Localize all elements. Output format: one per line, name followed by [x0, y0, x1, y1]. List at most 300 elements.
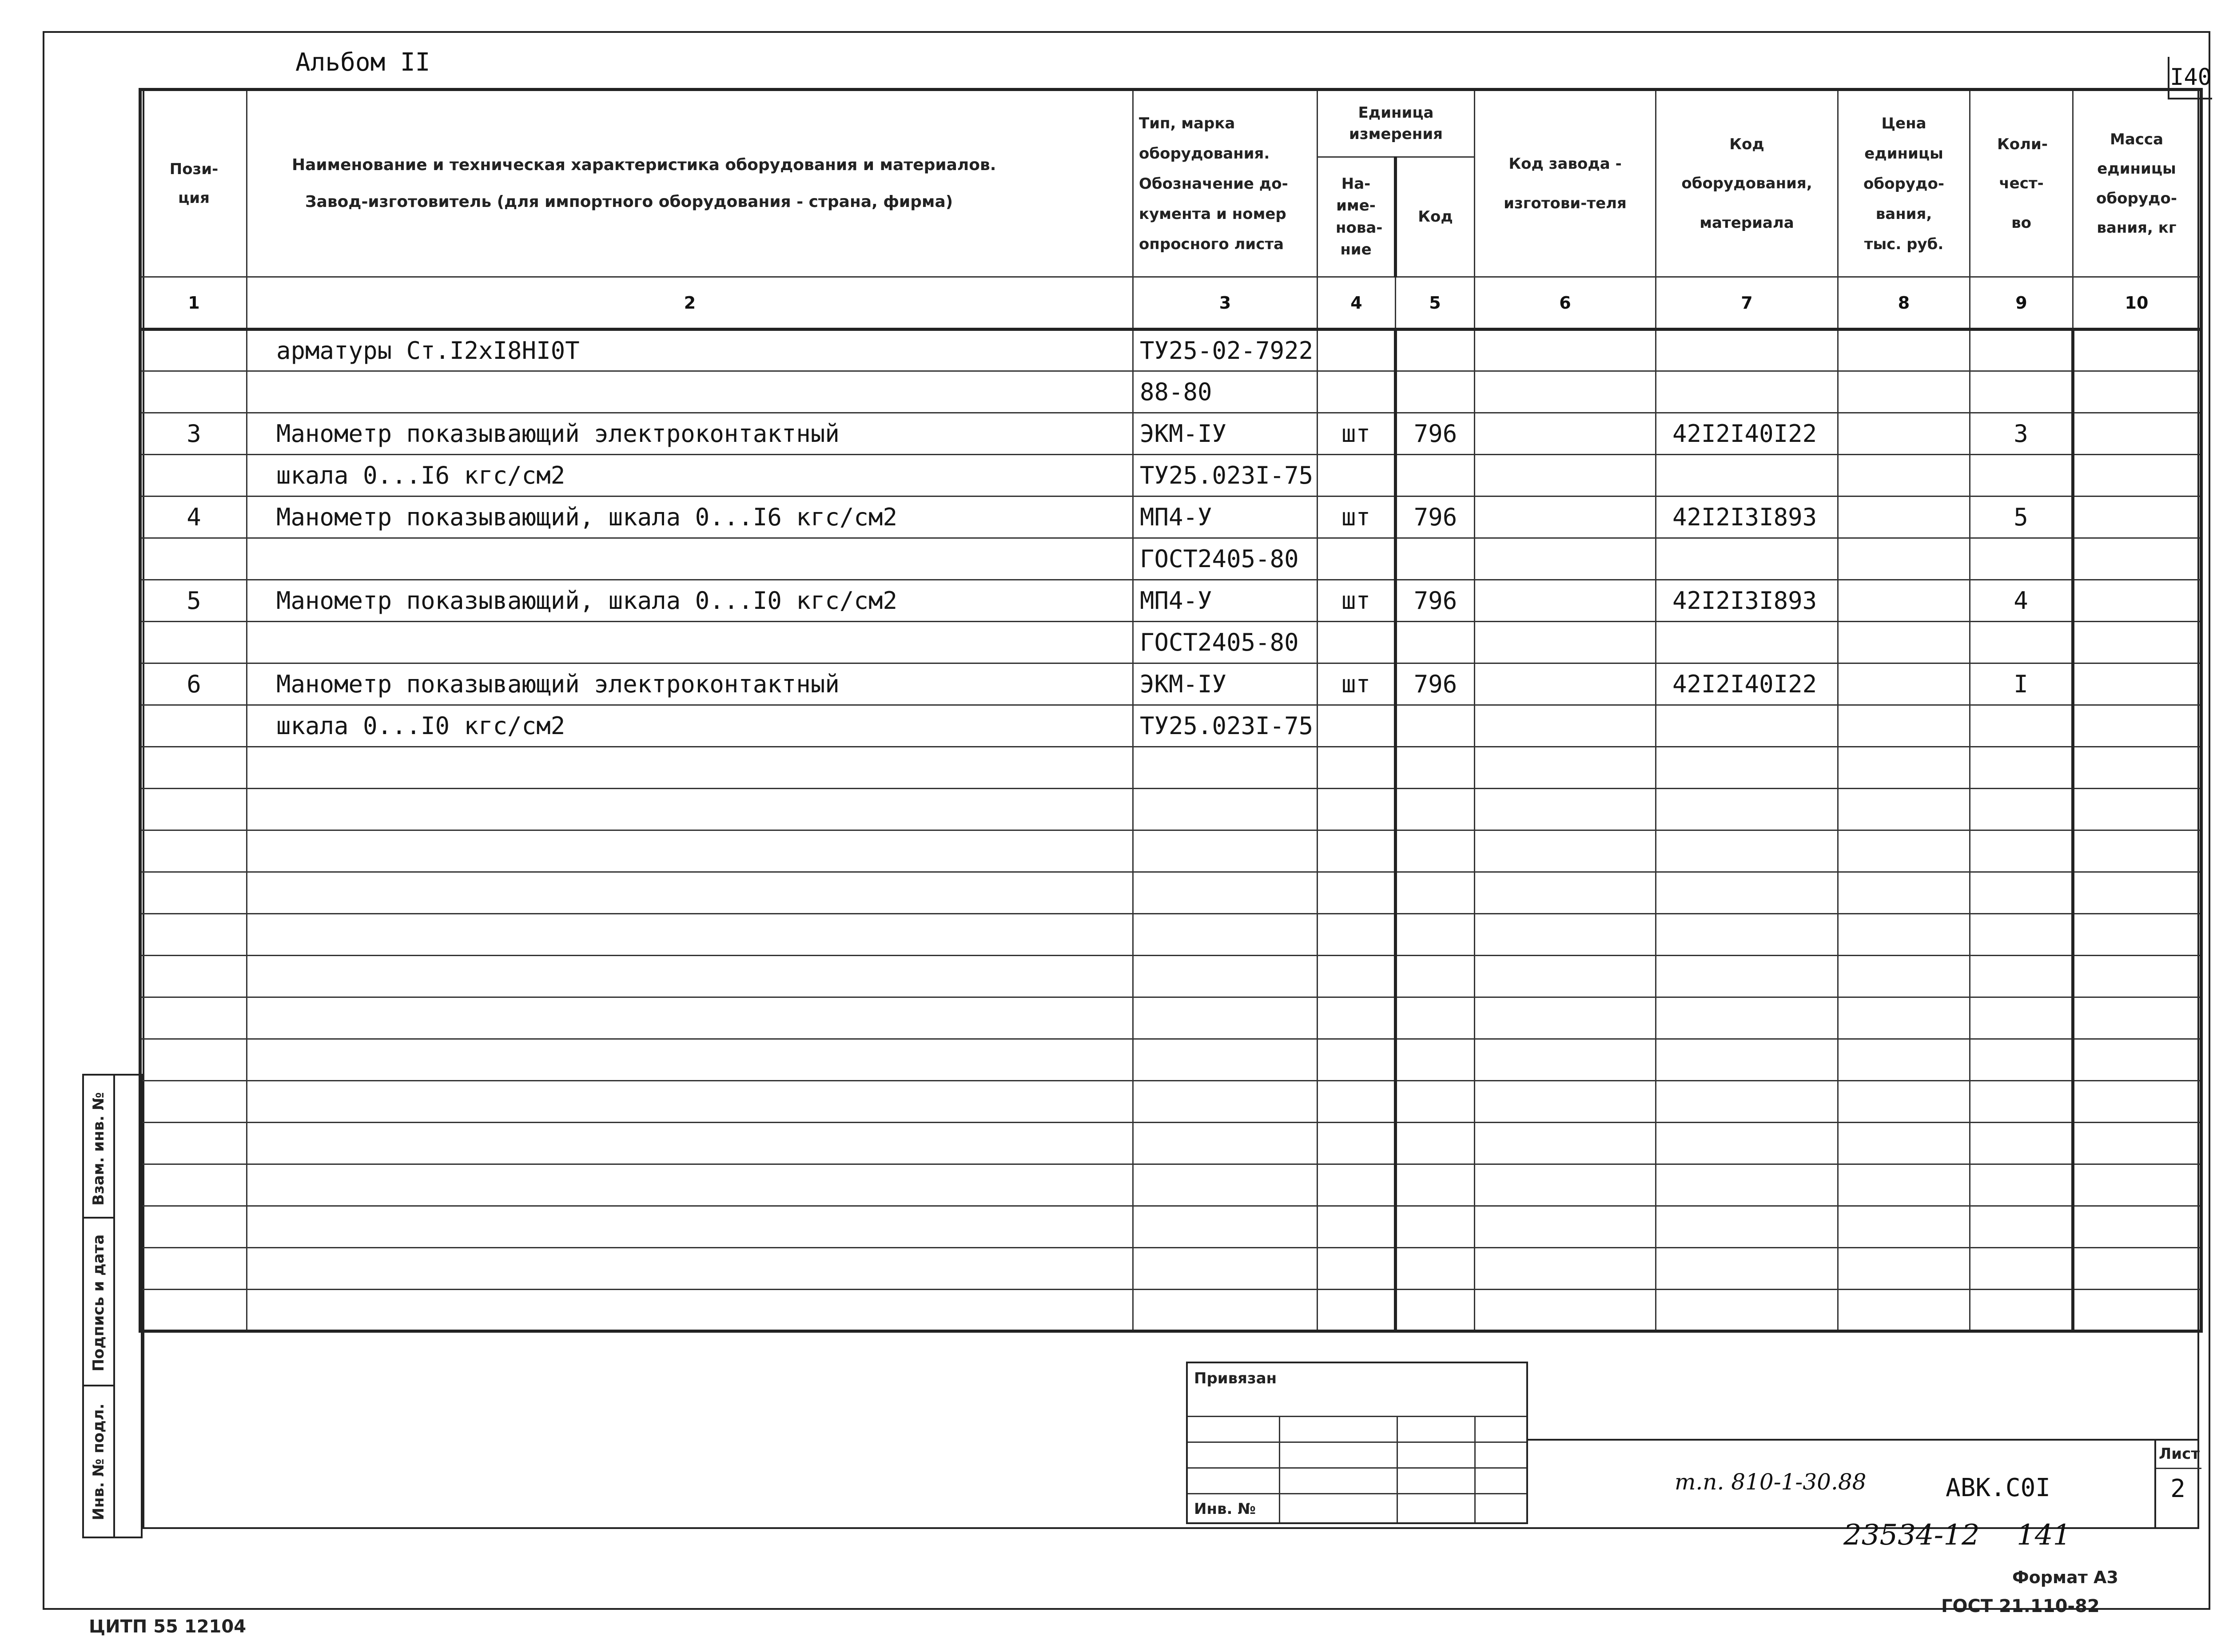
- table-row-empty: [140, 997, 2201, 1039]
- table-cell: [1970, 538, 2073, 580]
- table-cell: [1396, 1290, 1475, 1331]
- table-cell: [1396, 1164, 1475, 1206]
- table-cell: 796: [1396, 413, 1475, 455]
- table-cell: [1970, 956, 2073, 997]
- table-cell: [1656, 455, 1838, 496]
- table-cell: [1396, 789, 1475, 830]
- table-cell: [140, 747, 247, 789]
- table-cell: 3: [140, 413, 247, 455]
- table-cell: [2073, 705, 2201, 747]
- table-row: [140, 455, 2201, 496]
- table-cell: 796: [1396, 496, 1475, 538]
- table-cell: [1396, 914, 1475, 956]
- sheet-label: Лист: [2159, 1445, 2200, 1463]
- table-cell: [247, 997, 1133, 1039]
- table-cell: [2073, 914, 2201, 956]
- table-cell: [1396, 1039, 1475, 1081]
- table-cell: шкала 0...I0 кгс/см2: [247, 705, 1133, 747]
- table-cell: 42I2I40I22: [1656, 663, 1838, 705]
- table-cell: [1838, 455, 1970, 496]
- table-cell: [1133, 956, 1317, 997]
- header-material-code: Код оборудования, материала: [1656, 90, 1838, 277]
- table-cell: [1656, 914, 1838, 956]
- table-cell: [140, 1248, 247, 1290]
- table-cell: [1970, 1248, 2073, 1290]
- table-cell: Манометр показывающий электроконтактный: [247, 413, 1133, 455]
- table-row-empty: [140, 914, 2201, 956]
- table-cell: [1475, 705, 1656, 747]
- table-cell: 4: [1970, 580, 2073, 622]
- table-cell: [140, 1290, 247, 1331]
- table-cell: [2073, 663, 2201, 705]
- table-cell: [1656, 997, 1838, 1039]
- table-cell: [1656, 789, 1838, 830]
- header-unit-name: На-име-нова-ние: [1317, 157, 1396, 277]
- table-cell: [1317, 1123, 1396, 1164]
- table-cell: [1970, 1290, 2073, 1331]
- table-row: [140, 538, 2201, 580]
- table-cell: [247, 872, 1133, 914]
- table-cell: [1317, 538, 1396, 580]
- table-cell: [2073, 830, 2201, 872]
- table-cell: [1656, 330, 1838, 371]
- table-cell: [1838, 1290, 1970, 1331]
- table-cell: [2073, 1206, 2201, 1248]
- table-cell: [1838, 663, 1970, 705]
- table-cell: [1133, 914, 1317, 956]
- table-cell: [1475, 1123, 1656, 1164]
- table-cell: [1970, 914, 2073, 956]
- header-unit-code: Код: [1396, 157, 1475, 277]
- table-cell: 42I2I40I22: [1656, 413, 1838, 455]
- format-label: Формат А3: [2012, 1568, 2118, 1587]
- table-cell: [1396, 1081, 1475, 1123]
- table-cell: [2073, 872, 2201, 914]
- table-cell: [1475, 580, 1656, 622]
- table-cell: [1317, 622, 1396, 663]
- table-cell: [140, 997, 247, 1039]
- table-cell: [2073, 371, 2201, 413]
- header-unit-group: Единица измерения: [1317, 90, 1475, 157]
- table-cell: [1656, 747, 1838, 789]
- table-cell: [1475, 1206, 1656, 1248]
- table-cell: [1133, 1123, 1317, 1164]
- table-cell: [1656, 1039, 1838, 1081]
- header-factory-code: Код завода - изготови-теля: [1475, 90, 1656, 277]
- table-cell: 6: [140, 663, 247, 705]
- table-cell: [1317, 830, 1396, 872]
- table-cell: [1317, 1290, 1396, 1331]
- column-numbers-row: [140, 277, 2201, 330]
- table-cell: [1317, 455, 1396, 496]
- table-cell: [2073, 747, 2201, 789]
- table-cell: [1475, 914, 1656, 956]
- table-cell: [247, 789, 1133, 830]
- sheet-label-line: [2156, 1468, 2201, 1469]
- table-cell: [1133, 1081, 1317, 1123]
- table-cell: [1317, 1081, 1396, 1123]
- table-cell: [1396, 371, 1475, 413]
- table-cell: [140, 830, 247, 872]
- table-cell: [1838, 622, 1970, 663]
- table-cell: шт: [1317, 413, 1396, 455]
- sheet-number: I40: [2168, 57, 2212, 99]
- table-cell: МП4-У: [1133, 496, 1317, 538]
- table-row: [140, 663, 2201, 705]
- table-cell: Манометр показывающий электроконтактный: [247, 663, 1133, 705]
- table-cell: [1475, 330, 1656, 371]
- table-cell: [1396, 1123, 1475, 1164]
- table-cell: 796: [1396, 580, 1475, 622]
- table-cell: [140, 371, 247, 413]
- table-cell: МП4-У: [1133, 580, 1317, 622]
- table-cell: [1970, 997, 2073, 1039]
- table-cell: [1317, 789, 1396, 830]
- table-cell: [2073, 580, 2201, 622]
- binding-label: Привязан: [1194, 1370, 1277, 1387]
- table-cell: [247, 830, 1133, 872]
- table-cell: [1656, 1164, 1838, 1206]
- table-cell: [247, 1039, 1133, 1081]
- table-cell: [1317, 1039, 1396, 1081]
- table-cell: [1970, 1081, 2073, 1123]
- table-cell: [2073, 413, 2201, 455]
- table-cell: 796: [1396, 663, 1475, 705]
- table-cell: [1838, 830, 1970, 872]
- table-cell: [247, 956, 1133, 997]
- header-mass: Масса единицы оборудо-вания, кг: [2073, 90, 2201, 277]
- column-number: 8: [1838, 277, 1970, 330]
- table-cell: [140, 1039, 247, 1081]
- title-block-top-line: [1528, 1439, 2199, 1441]
- table-row: [140, 622, 2201, 663]
- table-cell: [1838, 1123, 1970, 1164]
- table-cell: [140, 330, 247, 371]
- table-cell: 88-80: [1133, 371, 1317, 413]
- table-cell: [1838, 1248, 1970, 1290]
- table-cell: [1133, 1039, 1317, 1081]
- table-cell: [247, 622, 1133, 663]
- sheet-cell: [2154, 1439, 2201, 1529]
- table-cell: [140, 1123, 247, 1164]
- table-cell: [247, 1290, 1133, 1331]
- table-cell: [1475, 1248, 1656, 1290]
- table-cell: ТУ25-02-7922: [1133, 330, 1317, 371]
- table-cell: [2073, 956, 2201, 997]
- handwritten-page-number: 141: [2017, 1519, 2071, 1552]
- table-cell: [1475, 496, 1656, 538]
- table-cell: [247, 1206, 1133, 1248]
- table-cell: [1475, 789, 1656, 830]
- side-approval-stamp: [82, 1074, 143, 1538]
- table-cell: [1838, 496, 1970, 538]
- table-cell: [140, 705, 247, 747]
- table-cell: 3: [1970, 413, 2073, 455]
- table-row-empty: [140, 747, 2201, 789]
- table-cell: [1970, 371, 2073, 413]
- table-cell: 5: [140, 580, 247, 622]
- table-cell: [1475, 747, 1656, 789]
- table-cell: [1133, 1290, 1317, 1331]
- table-cell: [1396, 622, 1475, 663]
- table-cell: [1838, 956, 1970, 997]
- table-cell: [1133, 1206, 1317, 1248]
- table-row: [140, 330, 2201, 371]
- header-type: Тип, марка оборудования. Обозначение до-кумента и номер опросного листа: [1133, 90, 1317, 277]
- binding-stamp: [1186, 1362, 1528, 1524]
- table-cell: шт: [1317, 663, 1396, 705]
- table-cell: [1475, 956, 1656, 997]
- table-cell: [2073, 496, 2201, 538]
- table-cell: [1970, 872, 2073, 914]
- table-cell: [140, 956, 247, 997]
- table-cell: [2073, 455, 2201, 496]
- table-cell: [1396, 997, 1475, 1039]
- specification-table: [139, 88, 2203, 1333]
- table-cell: [1656, 872, 1838, 914]
- table-cell: 42I2I3I893: [1656, 580, 1838, 622]
- table-cell: [1317, 914, 1396, 956]
- table-cell: [1475, 455, 1656, 496]
- table-row-empty: [140, 1248, 2201, 1290]
- table-cell: ТУ25.023I-75: [1133, 705, 1317, 747]
- table-cell: [1970, 330, 2073, 371]
- table-cell: [1970, 1206, 2073, 1248]
- table-cell: [1475, 997, 1656, 1039]
- table-row-empty: [140, 1123, 2201, 1164]
- table-cell: [1396, 956, 1475, 997]
- table-cell: [247, 1248, 1133, 1290]
- binding-inv-label: Инв. №: [1194, 1500, 1256, 1518]
- header-position: Пози-ция: [140, 90, 247, 277]
- table-cell: ГОСТ2405-80: [1133, 538, 1317, 580]
- table-cell: [2073, 622, 2201, 663]
- column-number: 4: [1317, 277, 1396, 330]
- table-cell: Манометр показывающий, шкала 0...I6 кгс/см2: [247, 496, 1133, 538]
- binding-divider: [1397, 1416, 1398, 1522]
- table-cell: [1475, 1290, 1656, 1331]
- table-cell: [1838, 1206, 1970, 1248]
- header-name-line1: Наименование и техническая характеристика оборудования и материалов.: [292, 155, 996, 174]
- table-cell: I: [1970, 663, 2073, 705]
- table-cell: [140, 914, 247, 956]
- citp-label: ЦИТП 55 12104: [89, 1616, 247, 1637]
- table-cell: [1396, 330, 1475, 371]
- table-cell: [247, 1081, 1133, 1123]
- table-cell: [140, 1164, 247, 1206]
- table-cell: ГОСТ2405-80: [1133, 622, 1317, 663]
- table-cell: [247, 914, 1133, 956]
- table-cell: [1396, 1206, 1475, 1248]
- table-cell: [1838, 1039, 1970, 1081]
- table-cell: 42I2I3I893: [1656, 496, 1838, 538]
- table-cell: [1838, 1164, 1970, 1206]
- table-row-empty: [140, 830, 2201, 872]
- table-cell: [1475, 1081, 1656, 1123]
- table-cell: 4: [140, 496, 247, 538]
- table-cell: [1656, 705, 1838, 747]
- table-cell: [1475, 1039, 1656, 1081]
- table-row-empty: [140, 1164, 2201, 1206]
- table-cell: ТУ25.023I-75: [1133, 455, 1317, 496]
- table-cell: [1317, 747, 1396, 789]
- table-cell: [1970, 1039, 2073, 1081]
- table-cell: [140, 872, 247, 914]
- side-label-inv-vzam: Взам. инв. №: [90, 1092, 107, 1206]
- table-cell: [1475, 371, 1656, 413]
- document-code: АВК.С0I: [1946, 1473, 2051, 1502]
- header-price: Цена единицы оборудо-вания, тыс. руб.: [1838, 90, 1970, 277]
- standard-label: ГОСТ 21.110-82: [1941, 1596, 2100, 1616]
- table-cell: [140, 622, 247, 663]
- sheet-value: 2: [2170, 1474, 2185, 1503]
- table-cell: [1396, 872, 1475, 914]
- table-cell: [1838, 1081, 1970, 1123]
- side-label-sign-date: Подпись и дата: [90, 1234, 107, 1372]
- table-cell: [1656, 1206, 1838, 1248]
- table-cell: [247, 371, 1133, 413]
- table-cell: арматуры Ст.I2хI8НI0Т: [247, 330, 1133, 371]
- table-cell: [1475, 413, 1656, 455]
- table-row-empty: [140, 1039, 2201, 1081]
- table-cell: [140, 538, 247, 580]
- project-number: т.п. 810-1-30.88: [1675, 1469, 1867, 1495]
- table-cell: [1133, 830, 1317, 872]
- table-cell: [1838, 705, 1970, 747]
- table-cell: [1475, 830, 1656, 872]
- table-cell: [1133, 789, 1317, 830]
- table-cell: ЭКМ-IУ: [1133, 663, 1317, 705]
- archive-number: 23534-12: [1843, 1519, 1980, 1552]
- table-cell: [1838, 789, 1970, 830]
- table-cell: [1317, 330, 1396, 371]
- table-cell: [1970, 789, 2073, 830]
- table-cell: [1838, 330, 1970, 371]
- side-label-inv-podl: Инв. № подл.: [90, 1403, 107, 1521]
- header-name: [247, 90, 1133, 277]
- table-cell: [247, 1123, 1133, 1164]
- table-cell: [1656, 538, 1838, 580]
- column-number: 2: [247, 277, 1133, 330]
- table-row-empty: [140, 872, 2201, 914]
- table-cell: [1656, 1123, 1838, 1164]
- header-name-line2: Завод-изготовитель (для импортного оборудования - страна, фирма): [305, 192, 953, 211]
- table-cell: [1656, 830, 1838, 872]
- table-cell: Манометр показывающий, шкала 0...I0 кгс/см2: [247, 580, 1133, 622]
- table-cell: 5: [1970, 496, 2073, 538]
- table-cell: [2073, 330, 2201, 371]
- table-cell: [1838, 580, 1970, 622]
- table-cell: [1396, 1248, 1475, 1290]
- table-cell: [1656, 1248, 1838, 1290]
- table-cell: [1970, 1123, 2073, 1164]
- table-cell: ЭКМ-IУ: [1133, 413, 1317, 455]
- table-cell: [1317, 1164, 1396, 1206]
- table-cell: [1317, 371, 1396, 413]
- table-cell: [1838, 747, 1970, 789]
- table-cell: [140, 455, 247, 496]
- binding-divider: [1474, 1416, 1476, 1522]
- table-cell: [247, 747, 1133, 789]
- table-cell: [1133, 872, 1317, 914]
- table-cell: [1656, 622, 1838, 663]
- table-cell: [1838, 413, 1970, 455]
- table-cell: [2073, 1248, 2201, 1290]
- table-row: [140, 705, 2201, 747]
- table-cell: [140, 1206, 247, 1248]
- table-cell: [2073, 789, 2201, 830]
- table-cell: [1317, 1206, 1396, 1248]
- table-cell: [1656, 1081, 1838, 1123]
- table-cell: [1838, 997, 1970, 1039]
- table-cell: [1475, 872, 1656, 914]
- table-cell: [140, 1081, 247, 1123]
- table-cell: [1317, 997, 1396, 1039]
- column-number: 7: [1656, 277, 1838, 330]
- side-label-column: [84, 1076, 115, 1537]
- table-cell: [1475, 538, 1656, 580]
- table-cell: [1475, 622, 1656, 663]
- table-cell: [1656, 1290, 1838, 1331]
- table-cell: [1396, 830, 1475, 872]
- album-label: Альбом II: [295, 48, 430, 77]
- table-cell: [2073, 1123, 2201, 1164]
- table-cell: [1838, 371, 1970, 413]
- table-cell: [1396, 538, 1475, 580]
- table-cell: шт: [1317, 580, 1396, 622]
- table-row-empty: [140, 1081, 2201, 1123]
- column-number: 3: [1133, 277, 1317, 330]
- table-cell: [1970, 830, 2073, 872]
- table-cell: [1970, 455, 2073, 496]
- table-cell: [1970, 705, 2073, 747]
- table-cell: [1133, 1248, 1317, 1290]
- table-cell: [1317, 956, 1396, 997]
- binding-divider: [1279, 1416, 1280, 1522]
- column-number: 5: [1396, 277, 1475, 330]
- column-number: 9: [1970, 277, 2073, 330]
- table-cell: [1970, 1164, 2073, 1206]
- table-cell: [2073, 1081, 2201, 1123]
- table-cell: [1396, 747, 1475, 789]
- table-cell: [2073, 1290, 2201, 1331]
- table-cell: [1970, 747, 2073, 789]
- table-cell: [1475, 1164, 1656, 1206]
- table-row-empty: [140, 789, 2201, 830]
- table-cell: [1396, 455, 1475, 496]
- table-cell: шт: [1317, 496, 1396, 538]
- table-row: [140, 580, 2201, 622]
- table-cell: [1838, 914, 1970, 956]
- column-number: 6: [1475, 277, 1656, 330]
- table-cell: [140, 789, 247, 830]
- table-cell: [1396, 705, 1475, 747]
- table-cell: [1133, 747, 1317, 789]
- table-cell: [1317, 705, 1396, 747]
- table-cell: [247, 1164, 1133, 1206]
- header-quantity: Коли-чест-во: [1970, 90, 2073, 277]
- table-row-empty: [140, 1290, 2201, 1331]
- table-row: [140, 496, 2201, 538]
- column-number: 10: [2073, 277, 2201, 330]
- table-cell: [2073, 1039, 2201, 1081]
- table-cell: [1656, 956, 1838, 997]
- table-cell: [2073, 997, 2201, 1039]
- table-cell: [1838, 872, 1970, 914]
- table-cell: шкала 0...I6 кгс/см2: [247, 455, 1133, 496]
- table-cell: [1970, 622, 2073, 663]
- table-cell: [2073, 1164, 2201, 1206]
